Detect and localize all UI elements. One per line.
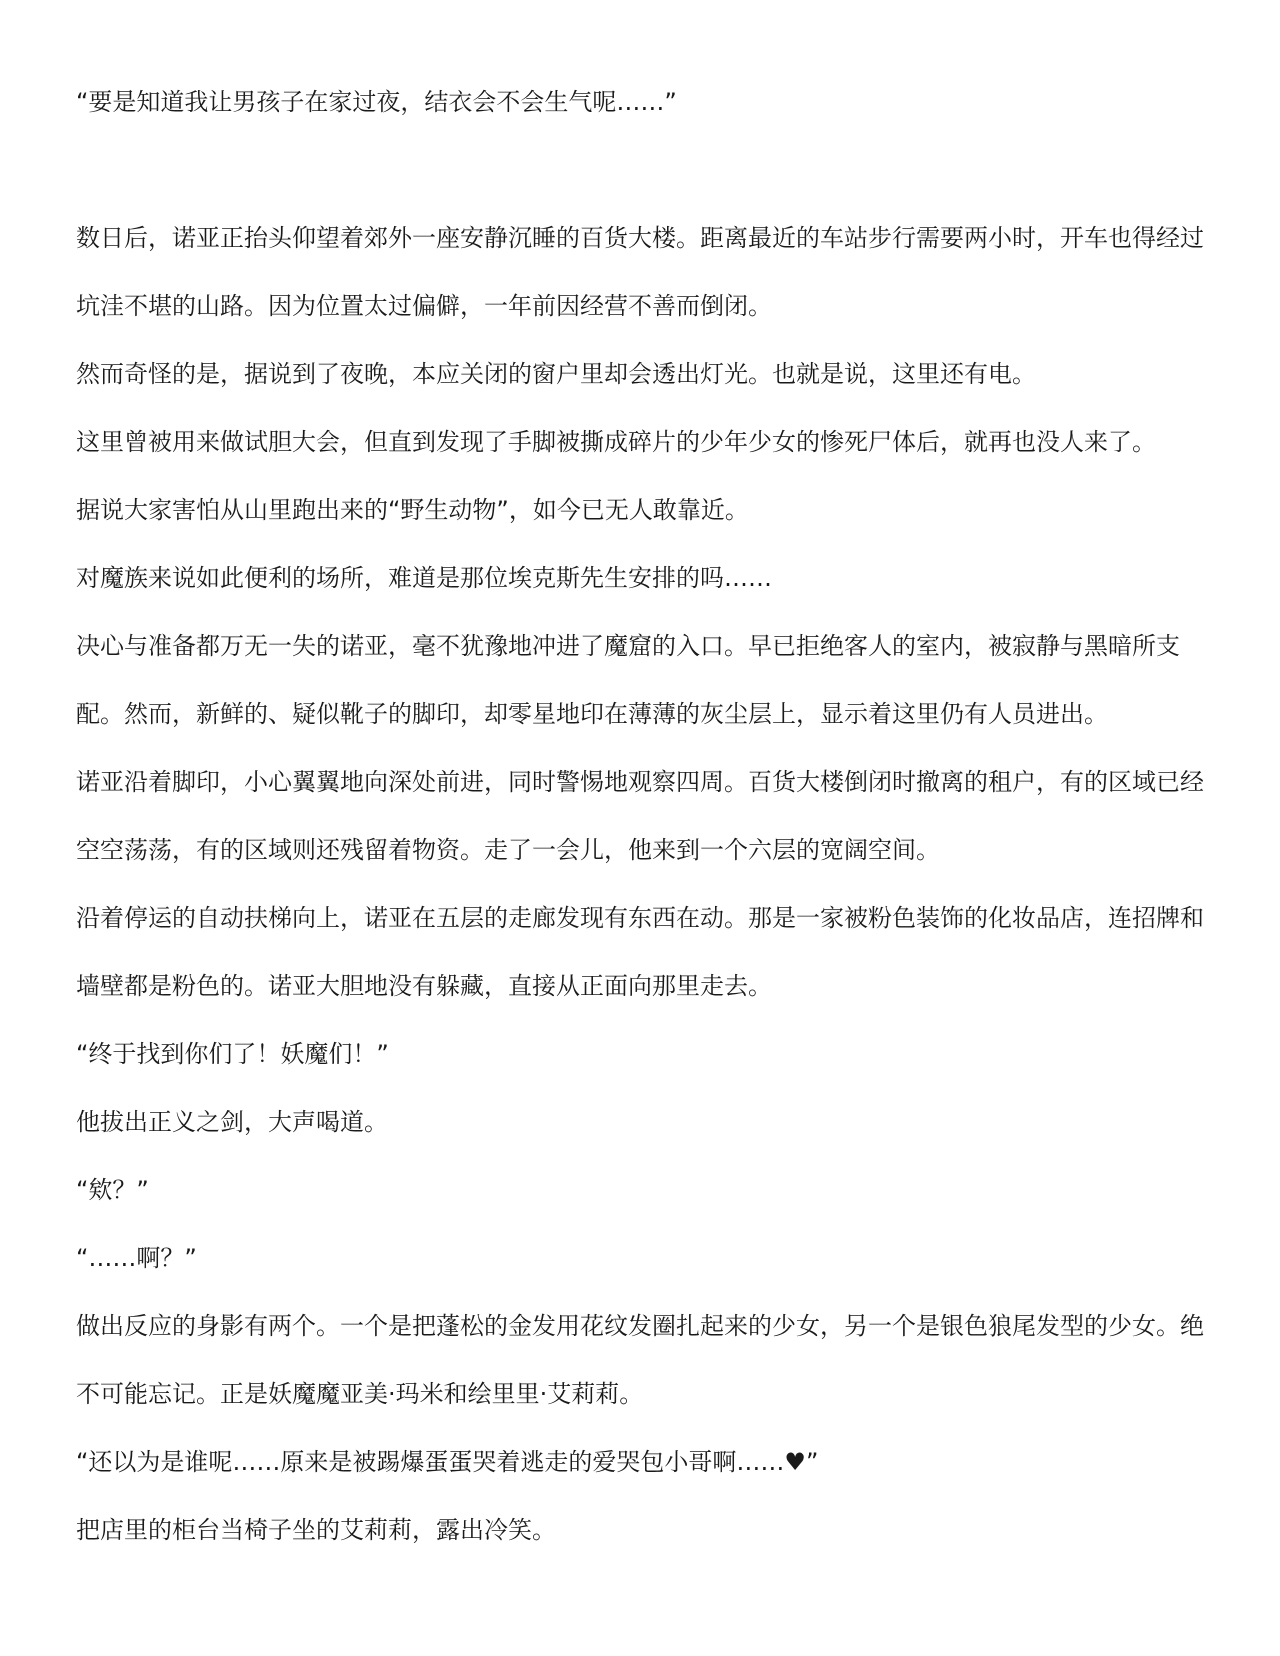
paragraph: 然而奇怪的是，据说到了夜晚，本应关闭的窗户里却会透出灯光。也就是说，这里还有电。 bbox=[76, 360, 1036, 388]
paragraph: 这里曾被用来做试胆大会，但直到发现了手脚被撕成碎片的少年少女的惨死尸体后，就再也没人来了。 bbox=[76, 428, 1156, 456]
paragraph: 把店里的柜台当椅子坐的艾莉莉，露出冷笑。 bbox=[76, 1516, 556, 1544]
paragraph: 数日后，诺亚正抬头仰望着郊外一座安静沉睡的百货大楼。距离最近的车站步行需要两小时，开车也得经过坑洼不堪的山路。因为位置太过偏僻，一年前因经营不善而倒闭。 bbox=[76, 224, 1204, 320]
paragraph: “欸？” bbox=[76, 1176, 149, 1204]
paragraph: “要是知道我让男孩子在家过夜，结衣会不会生气呢……” bbox=[76, 88, 677, 116]
document-page bbox=[76, 0, 1216, 1564]
paragraph: 决心与准备都万无一失的诺亚，毫不犹豫地冲进了魔窟的入口。早已拒绝客人的室内，被寂静与黑暗所支配。然而，新鲜的、疑似靴子的脚印，却零星地印在薄薄的灰尘层上，显示着这里仍有人员进出。 bbox=[76, 632, 1180, 728]
paragraph: “终于找到你们了！妖魔们！” bbox=[76, 1040, 389, 1068]
paragraph: “……啊？” bbox=[76, 1244, 197, 1272]
paragraph: 对魔族来说如此便利的场所，难道是那位埃克斯先生安排的吗…… bbox=[76, 564, 772, 592]
paragraph: 做出反应的身影有两个。一个是把蓬松的金发用花纹发圈扎起来的少女，另一个是银色狼尾发型的少女。绝不可能忘记。正是妖魔魔亚美·玛米和绘里里·艾莉莉。 bbox=[76, 1312, 1204, 1408]
paragraph: 诺亚沿着脚印，小心翼翼地向深处前进，同时警惕地观察四周。百货大楼倒闭时撤离的租户，有的区域已经空空荡荡，有的区域则还残留着物资。走了一会儿，他来到一个六层的宽阔空间。 bbox=[76, 768, 1204, 864]
paragraph: 沿着停运的自动扶梯向上，诺亚在五层的走廊发现有东西在动。那是一家被粉色装饰的化妆品店，连招牌和墙壁都是粉色的。诺亚大胆地没有躲藏，直接从正面向那里走去。 bbox=[76, 904, 1204, 1000]
paragraph: “还以为是谁呢……原来是被踢爆蛋蛋哭着逃走的爱哭包小哥啊……♥” bbox=[76, 1448, 819, 1476]
paragraph: 据说大家害怕从山里跑出来的“野生动物”，如今已无人敢靠近。 bbox=[76, 496, 749, 524]
paragraph: 他拔出正义之剑，大声喝道。 bbox=[76, 1108, 388, 1136]
